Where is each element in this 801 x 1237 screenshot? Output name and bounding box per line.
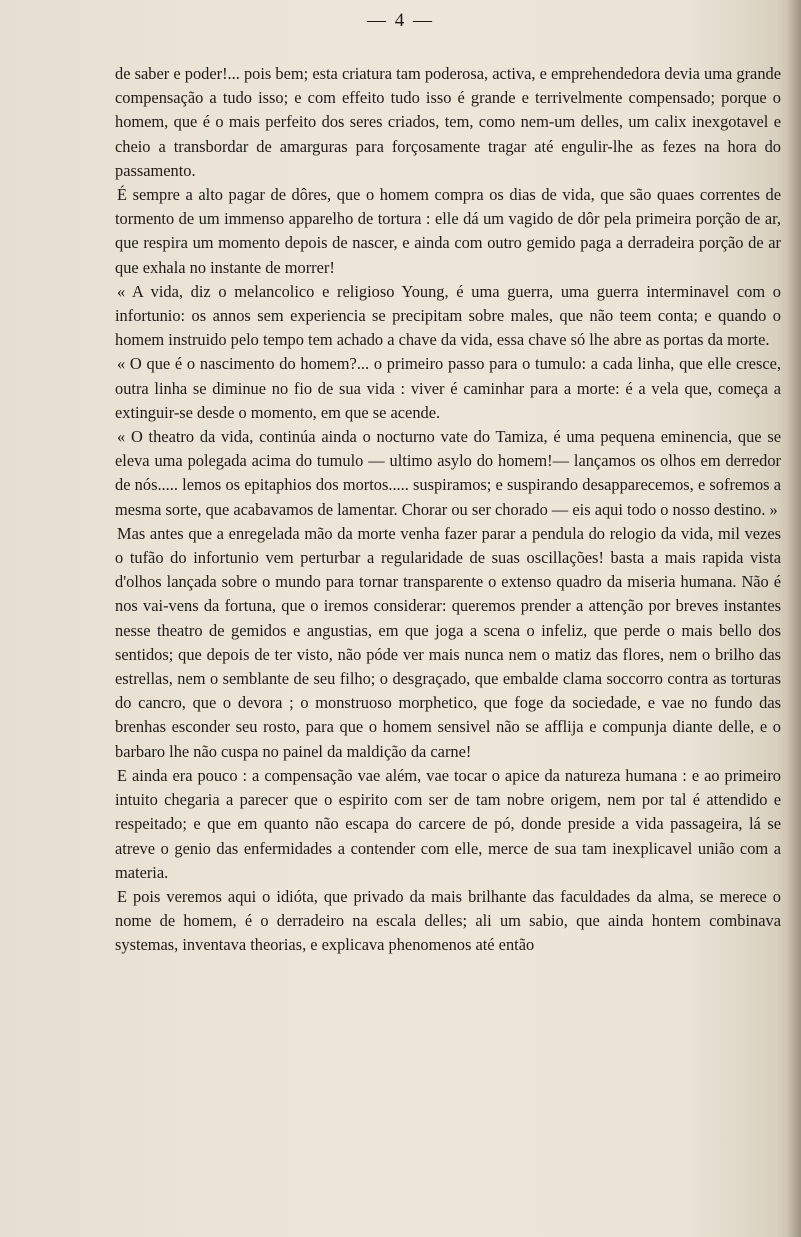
paragraph-3: « A vida, diz o melancolico e religioso Young, é uma guerra, uma guerra interminavel com o infortunio: os annos sem experiencia se precipitam sobre males, que não teem conta; e quando o homem instruido pelo tempo tem achado a chave da vida, essa chave só lhe abre as portas da morte. [115,281,781,350]
paragraph-5: « O theatro da vida, continúa ainda o nocturno vate do Tamiza, é uma pequena eminencia, que se eleva uma polegada acima do tumulo — ultimo asylo do homem!— lançamos os olhos em derredor de nós..... lemos os epitaphios dos mortos..... suspiramos; e suspirando desapparecemos, e sofremos a mesma sorte, que acabavamos de lamentar. Chorar ou ser chorado — eis aqui todo o nosso destino. » [115,427,781,519]
paragraph-4: « O que é o nascimento do homem?... o primeiro passo para o tumulo: a cada linha, que elle cresce, outra linha se diminue no fio de sua vida : viver é caminhar para a morte: é a vela que, começa a extinguir-se desde o momento, em que se acende. [115,354,781,422]
text-body [115,62,781,958]
paragraph-2: É sempre a alto pagar de dôres, que o homem compra os dias de vida, que são quaes correntes de tormento de um immenso apparelho de tortura : elle dá um vagido de dôr pela primeira porção de ar, que respira um momento depois de nascer, e ainda com outro gemido paga a derradeira porção de ar que exhala no instante de morrer! [115,185,781,277]
paragraph-7: E ainda era pouco : a compensação vae além, vae tocar o apice da natureza humana : e ao primeiro intuito chegaria a parecer que o espirito com ser de tam nobre origem, nem por tal é attendido e respeitado; e que em quanto não escapa do carcere de pó, donde preside a vida passageira, lá se atreve o genio das enfermidades a contender com elle, merce de sua tam inexplicavel união com a materia. [115,765,781,882]
page-edge-shadow [787,0,801,1237]
paragraph-8: E pois veremos aqui o idióta, que privado da mais brilhante das faculdades da alma, se merece o nome de homem, é o derradeiro na escala delles; ali um sabio, que ainda hontem combinava systemas, inventava theorias, e explicava phenomenos até então [115,886,781,955]
paragraph-6: Mas antes que a enregelada mão da morte venha fazer parar a pendula do relogio da vida, mil vezes o tufão do infortunio vem perturbar a regularidade de suas oscillações! basta a mais rapida vista d'olhos lançada sobre o mundo para tornar transparente o extenso quadro da miseria humana. Não é nos vai-vens da fortuna, que o iremos considerar: queremos prender a attenção por breves instantes nesse theatro de gemidos e angustias, em que joga a scena o infeliz, que perde o mais bello dos sentidos; que depois de ter visto, não póde ver mais nunca nem o matiz das flores, nem o brilho das estrellas, nem o semblante de seu filho; o desgraçado, que embalde clama soccorro contra as torturas do cancro, que o devora ; o monstruoso morphetico, que foge da sociedade, e vae no fundo das brenhas esconder seu rosto, para que o homem sensivel não se afflija e compunja diante delle, e o barbaro lhe não cuspa no painel da maldição da carne! [115,523,781,761]
paragraph-1: de saber e poder!... pois bem; esta criatura tam poderosa, activa, e emprehendedora devia uma grande compensação a tudo isso; e com effeito tudo isso é grande e terrivelmente compensado; porque o homem, que é o mais perfeito dos seres criados, tem, como nem-um delles, um calix inexgotavel e cheio a transbordar de amarguras para forçosamente tragar até engulir-lhe as fezes na hora do passamento. [115,64,781,180]
page-number: — 4 — [367,10,434,31]
